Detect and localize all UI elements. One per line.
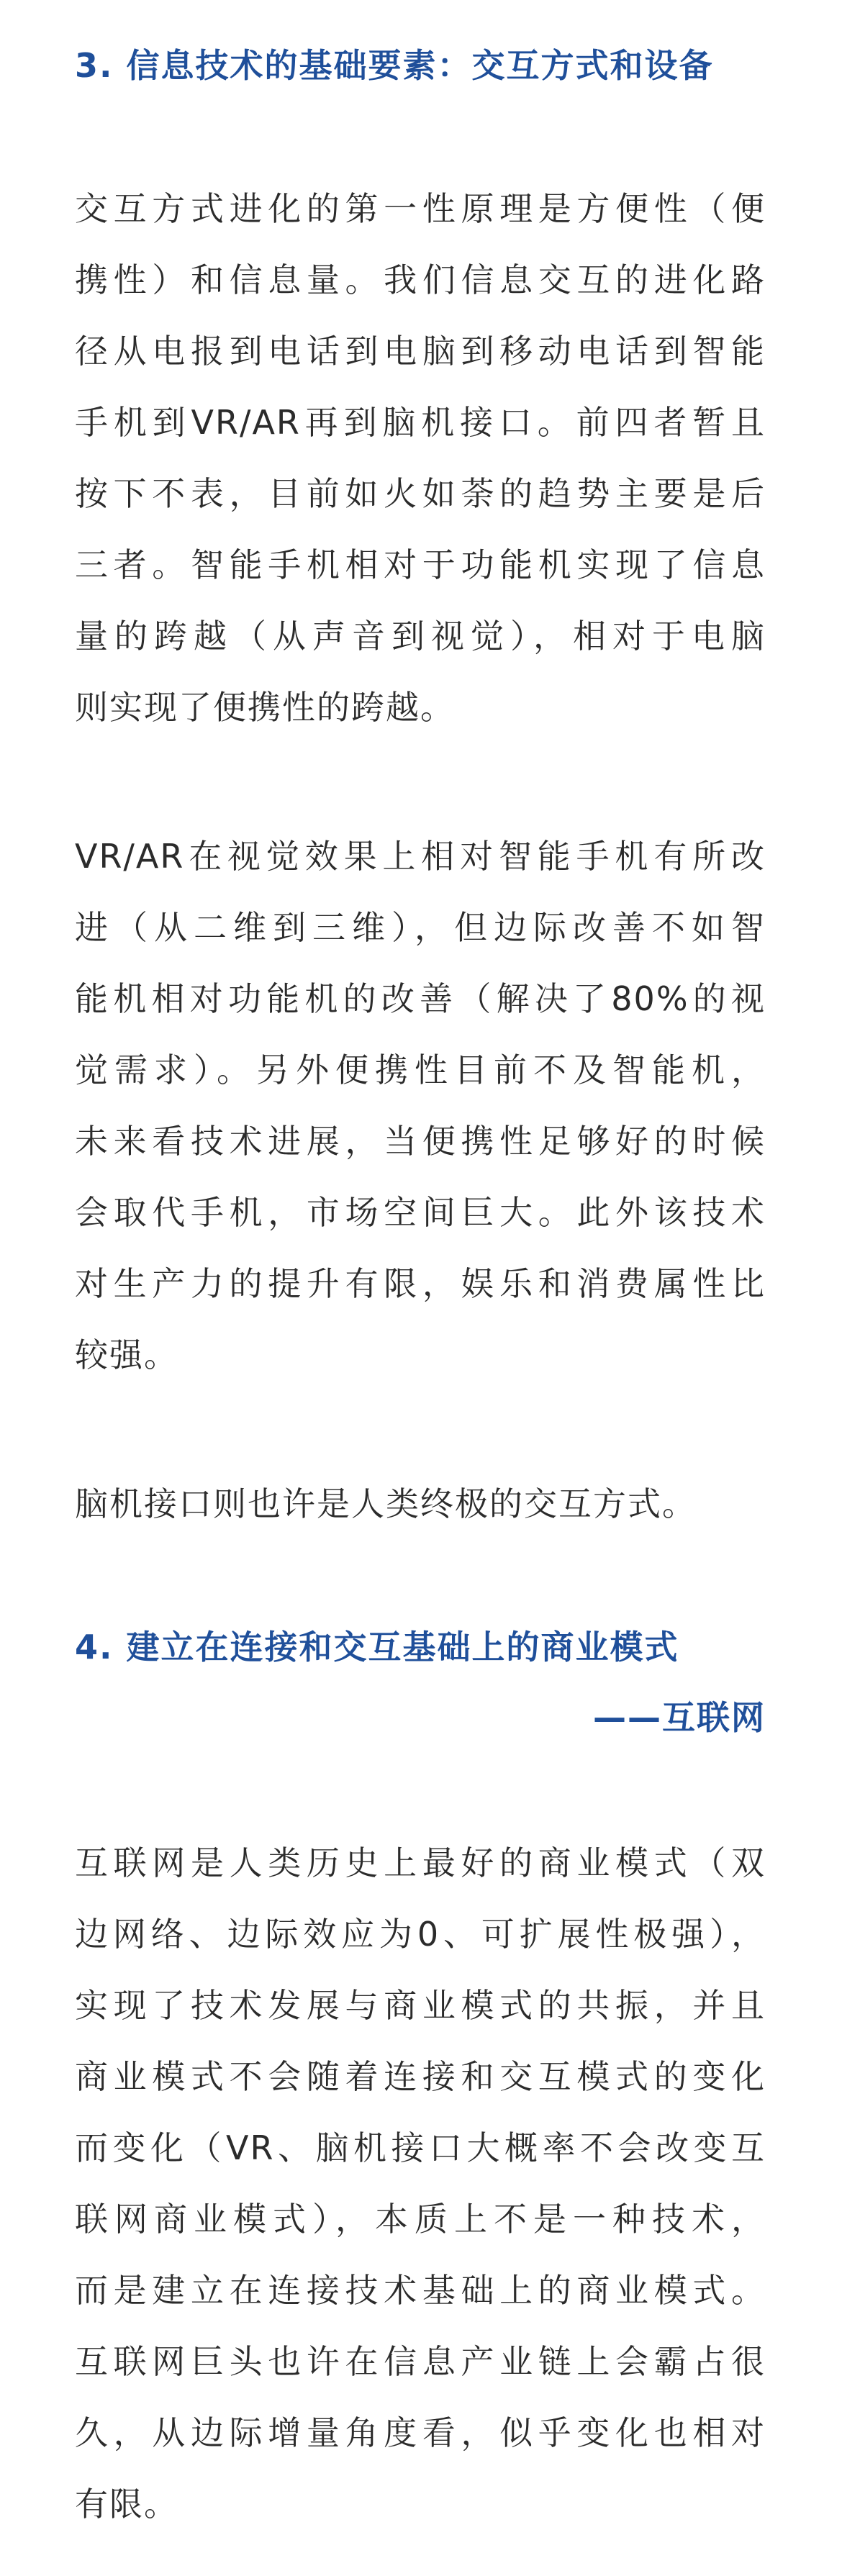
paragraph-line: 而变化（VR、脑机接口大概率不会改变互 xyxy=(75,2128,766,2167)
paragraph-line: 有限。 xyxy=(75,2485,178,2523)
paragraph-line: 觉需求）。另外便携性目前不及智能机， xyxy=(75,1051,766,1089)
paragraph-line: 实现了技术发展与商业模式的共振，并且 xyxy=(75,1986,766,2025)
section-3-paragraph-3 xyxy=(75,1469,766,1540)
paragraph-line: 商业模式不会随着连接和交互模式的变化 xyxy=(75,2057,766,2096)
paragraph-line: 联网商业模式），本质上不是一种技术， xyxy=(75,2200,766,2239)
paragraph-line: VR/AR在视觉效果上相对智能手机有所改 xyxy=(75,837,766,876)
paragraph-line: 手机到VR/AR再到脑机接口。前四者暂且 xyxy=(75,403,766,442)
paragraph-line: 互联网是人类历史上最好的商业模式（双 xyxy=(75,1843,766,1882)
paragraph-line: 未来看技术进展，当便携性足够好的时候 xyxy=(75,1122,766,1161)
section-4-heading: 4. 建立在连接和交互基础上的商业模式 xyxy=(75,1628,679,1666)
paragraph-line: 较强。 xyxy=(75,1335,178,1374)
paragraph-line: 边网络、边际效应为0、可扩展性极强）， xyxy=(75,1915,766,1954)
paragraph-line: 而是建立在连接技术基础上的商业模式。 xyxy=(75,2271,766,2310)
paragraph-line: 对生产力的提升有限，娱乐和消费属性比 xyxy=(75,1264,766,1303)
paragraph-line: 会取代手机，市场空间巨大。此外该技术 xyxy=(75,1193,766,1232)
paragraph-line: 进（从二维到三维），但边际改善不如智 xyxy=(75,908,766,947)
section-3-heading: 3. 信息技术的基础要素：交互方式和设备 xyxy=(75,46,714,85)
paragraph-line: 量的跨越（从声音到视觉），相对于电脑 xyxy=(75,617,766,656)
paragraph-line: 脑机接口则也许是人类终极的交互方式。 xyxy=(75,1484,697,1523)
paragraph-line: 径从电报到电话到电脑到移动电话到智能 xyxy=(75,332,766,371)
paragraph-line: 按下不表，目前如火如荼的趋势主要是后 xyxy=(75,474,766,513)
paragraph-line: 久，从边际增量角度看，似乎变化也相对 xyxy=(75,2413,766,2452)
paragraph-line: 交互方式进化的第一性原理是方便性（便 xyxy=(75,189,766,228)
paragraph-line: 能机相对功能机的改善（解决了80%的视 xyxy=(75,979,766,1018)
section-4-heading-subtitle: ——互联网 xyxy=(593,1698,766,1737)
section-3-paragraph-1 xyxy=(75,173,766,743)
paragraph-line: 三者。智能手机相对于功能机实现了信息 xyxy=(75,545,766,584)
section-3-paragraph-2 xyxy=(75,821,766,1391)
paragraph-line: 携性）和信息量。我们信息交互的进化路 xyxy=(75,260,766,299)
paragraph-line: 则实现了便携性的跨越。 xyxy=(75,688,455,727)
paragraph-line: 互联网巨头也许在信息产业链上会霸占很 xyxy=(75,2342,766,2381)
section-4-paragraph-1 xyxy=(75,1828,766,2540)
